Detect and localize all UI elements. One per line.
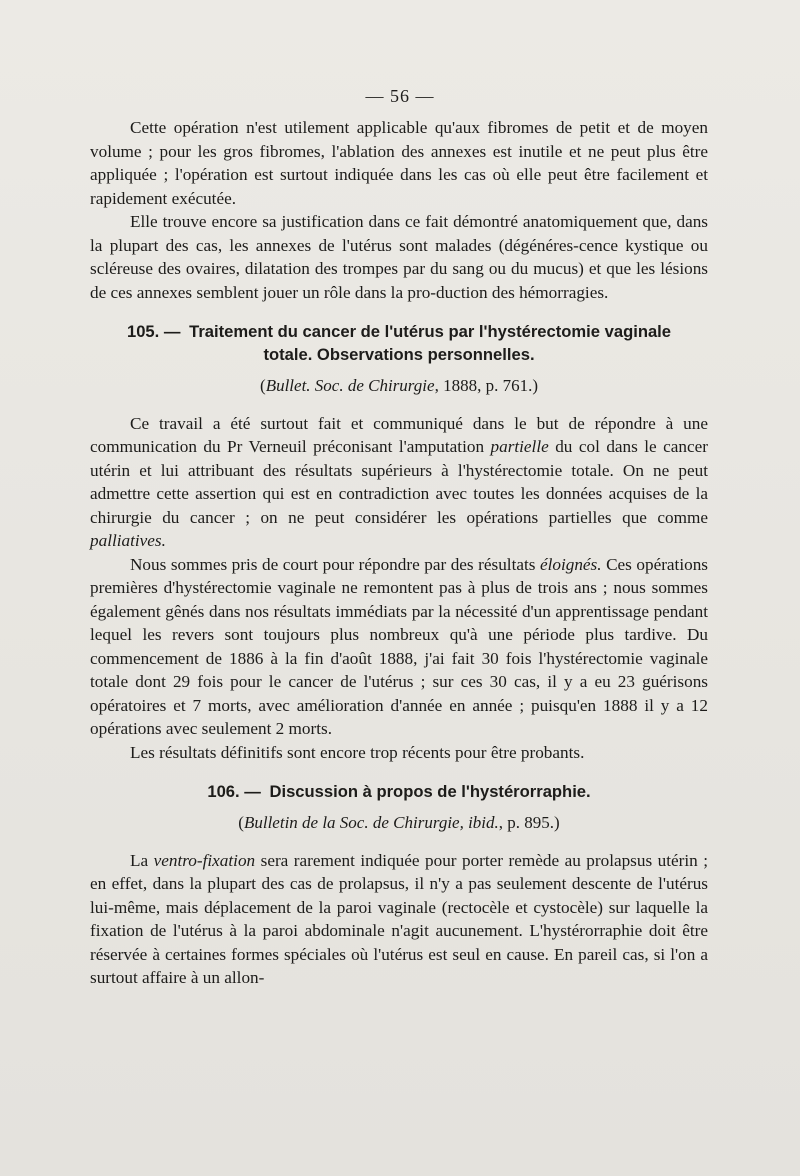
paragraph bbox=[90, 553, 708, 741]
section-number: 106. — bbox=[207, 782, 261, 801]
section-reference bbox=[90, 811, 708, 835]
journal-name: Bulletin de la Soc. de Chirurgie, ibid. bbox=[243, 813, 499, 832]
paragraph: Cette opération n'est utilement applicable qu'aux fibromes de petit et de moyen volume ; pour les gros fibromes, l'ablation des annexes est inutile et ne peut plus être appliquée ; l'opération est surtout indiquée dans les cas où elle peut être facilement et rapidement exécutée. bbox=[90, 118, 708, 208]
paragraph bbox=[90, 412, 708, 553]
ref-open: ( bbox=[238, 813, 244, 832]
text-run: du col dans le cancer utérin et lui attribuant des résultats supérieurs à l'hystérectomie totale. On ne peut admettre cette assertion qui est en contradiction avec toutes les données acquises de la chirurgie du cancer ; on ne peut considérer les opérations partielles que comme bbox=[90, 437, 708, 527]
section-title-line: Discussion à propos de l'hystérorraphie. bbox=[269, 782, 591, 801]
paragraph: Les résultats définitifs sont encore trop récents pour être probants. bbox=[130, 742, 585, 762]
section-title-106 bbox=[90, 780, 708, 803]
emphasis: partielle bbox=[490, 437, 549, 456]
text-run: sera rarement indiquée pour porter remède au prolapsus utérin ; en effet, dans la plupart des cas de prolapsus, il n'y a pas seulement descente de l'utérus lui-même, mais déplacement de la paroi vaginale (rectocèle et cystocèle) sur laquelle la fixation de l'utérus à la paroi abdominale n'agit aucunement. L'hystérorraphie doit être réservée à certaines formes spéciales où l'utérus est seul en cause. En pareil cas, si l'on a surtout affaire à un allon- bbox=[90, 850, 708, 987]
page-body bbox=[90, 116, 708, 990]
text-run: Nous sommes pris de court pour répondre par des résultats bbox=[130, 554, 540, 574]
ref-details: , 1888, p. 761.) bbox=[434, 376, 538, 395]
ref-open: ( bbox=[260, 376, 266, 395]
ref-details: , p. 895.) bbox=[498, 813, 560, 832]
emphasis: palliatives. bbox=[90, 531, 166, 550]
section-title-line: Traitement du cancer de l'utérus par l'hystérectomie vaginale bbox=[189, 322, 672, 341]
section-title-105 bbox=[90, 320, 708, 366]
section-title-line: totale. Observations personnelles. bbox=[263, 345, 535, 364]
paragraph bbox=[90, 849, 708, 990]
section-number: 105. — bbox=[126, 322, 181, 341]
emphasis: ventro-fixation bbox=[153, 850, 256, 870]
page-number: — 56 — bbox=[365, 86, 435, 106]
paragraph: Elle trouve encore sa justification dans ce fait démontré anatomiquement que, dans la plupart des cas, les annexes de l'utérus sont malades (dégénéres-cence kystique ou scléreuse des ovaires, dilatation des trompes par du sang ou du mucus) et que les lésions de ces annexes semblent jouer un rôle dans la pro-duction des hémorragies. bbox=[90, 212, 708, 302]
journal-name: Bullet. Soc. de Chirurgie bbox=[265, 376, 435, 395]
section-reference bbox=[90, 374, 708, 398]
text-run: Ce travail a été surtout fait et communiqué dans le but de répondre à une communication du Pr Verneuil préconisant l'amputation bbox=[90, 413, 708, 456]
emphasis: éloignés. bbox=[539, 554, 602, 574]
text-run: La bbox=[130, 850, 154, 870]
text-run: Ces opérations premières d'hystérectomie vaginale ne remontent pas à plus de trois ans ; nous sommes également gênés dans nos résultats immédiats par la nécessité d'un apprentissage pendant lequel les revers sont toujours plus nombreux qu'à une période plus tardive. Du commencement de 1886 à la fin d'août 1888, j'ai fait 30 fois l'hystérectomie vaginale totale dont 29 fois pour le cancer de l'utérus ; sur ces 30 cas, il y a eu 23 guérisons opératoires et 7 morts, avec amélioration d'année en année ; puisqu'en 1888 il y a 12 opérations avec seulement 2 morts. bbox=[90, 554, 708, 738]
